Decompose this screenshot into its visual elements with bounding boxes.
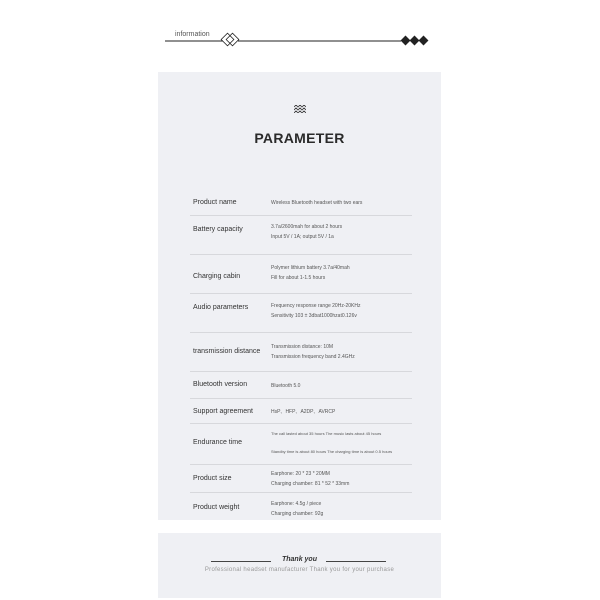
row-label: Product name [193, 199, 237, 206]
row-label: Bluetooth version [193, 381, 248, 388]
parameter-card [158, 72, 441, 520]
row-label: Charging cabin [193, 273, 241, 280]
thank-you-footer [158, 533, 441, 598]
row-label: Product size [193, 475, 232, 482]
row-value: Bluetooth 5.0 [271, 383, 301, 389]
row-label: Support agreement [193, 408, 253, 415]
table-row [190, 255, 412, 294]
table-row [190, 465, 412, 493]
parameter-table [190, 192, 412, 525]
wave-icon [294, 105, 306, 113]
row-value: Transmission distance: 10M Transmission frequency band 2.4GHz [271, 344, 355, 360]
table-row [190, 192, 412, 216]
table-row [190, 372, 412, 399]
row-label: Battery capacity [193, 226, 243, 233]
row-value: Polymer lithium battery 3.7a/40mah Fill for about 1-1.5 hours [271, 265, 350, 281]
page-title: PARAMETER [254, 130, 345, 146]
row-label: transmission distance [193, 348, 261, 355]
table-row [190, 216, 412, 255]
header-label: information [175, 31, 210, 38]
table-row [190, 399, 412, 424]
thank-you-subtitle: Professional headset manufacturer Thank you for your purchase [204, 567, 395, 573]
row-value: Earphone: 4.5g / piece Charging chamber: 92g [271, 501, 324, 517]
table-row [190, 493, 412, 525]
row-value: Frequency response range 20Hz-20KHz Sensitivity 103 ± 3dbat1000hzat0.126v [271, 303, 361, 319]
row-value: 3.7a/2600mah for about 2 hours Input 5V / 1A; output 5V / 1a [271, 224, 343, 240]
table-row [190, 294, 412, 333]
row-value: Wireless Bluetooth headset with two ears [271, 200, 363, 206]
row-value: Earphone: 20 * 23 * 20MM Charging chamber: 81 * 52 * 33mm [271, 471, 350, 487]
section-header [165, 30, 435, 52]
row-label: Audio parameters [193, 304, 249, 311]
table-row [190, 333, 412, 372]
row-value: The call lasted about 35 hours The music lasts about 45 hours Standby time is about 80 hours The charging time is about 0.5 hours [271, 431, 393, 454]
row-label: Endurance time [193, 439, 243, 446]
table-row [190, 424, 412, 465]
thank-you-title: Thank you [281, 556, 317, 563]
row-value: HsP、HFP、A2DP、AVRCP [271, 409, 336, 415]
row-label: Product weight [193, 504, 240, 511]
